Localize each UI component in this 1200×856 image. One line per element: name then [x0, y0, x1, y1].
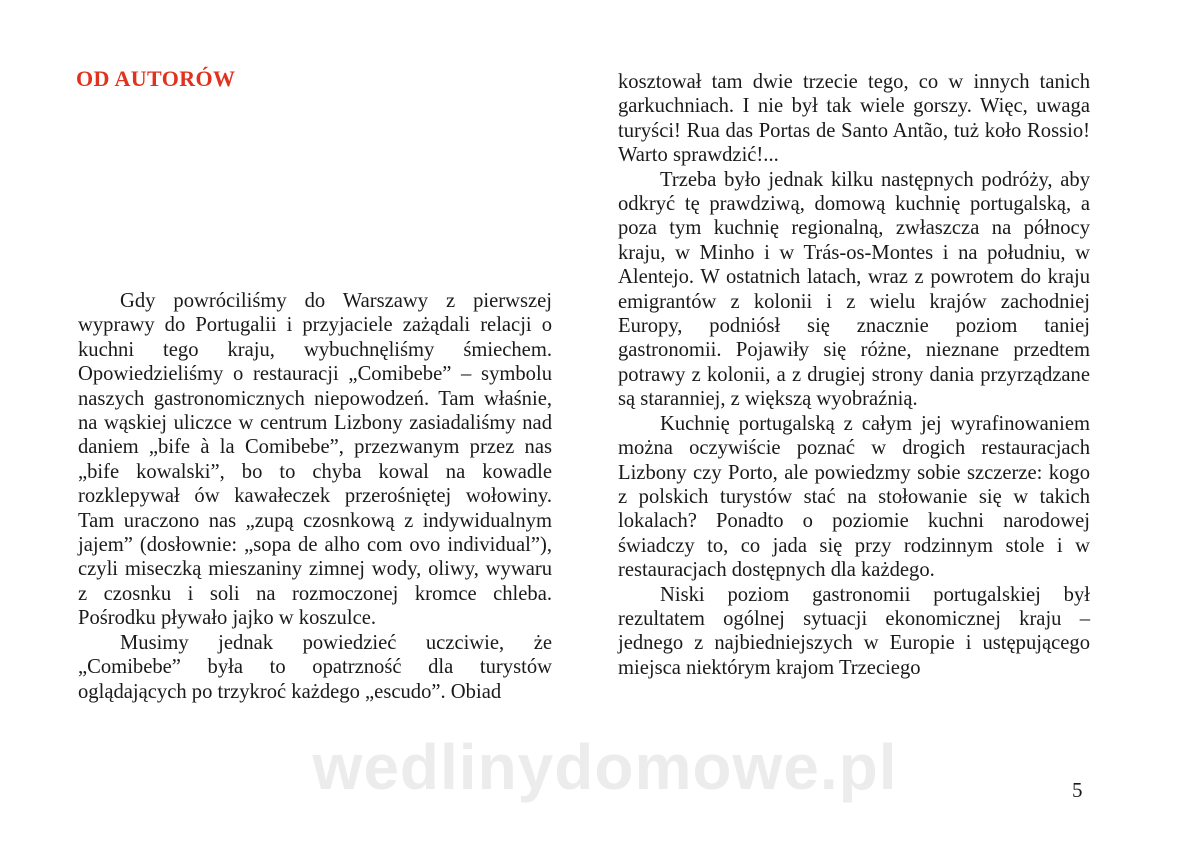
page-number: 5 [1072, 778, 1083, 802]
paragraph: Gdy powróciliśmy do Warszawy z pierwszej wyprawy do Portugalii i przyjaciele zażądali relacji o kuchni tego kraju, wybuchnęliśmy śmiechem. Opowiedzieliśmy o restauracji „Comibebe” – symbolu naszych gastronomicznych niepowodzeń. Tam właśnie, na wąskiej uliczce w centrum Lizbony zasiadaliśmy nad daniem „bife à la Comibebe”, przezwanym przez nas „bife kowalski”, bo to chyba kowal na kowadle rozklepywał ów kawałeczek przerośniętej wołowiny. Tam uraczono nas „zupą czosnkową z indywidualnym jajem” (dosłownie: „sopa de alho com ovo individual”), czyli miseczką mieszaniny zimnej wody, oliwy, wywaru z czosnku i soli na rozmoczonej kromce chleba. Pośrodku pływało jajko w koszulce. [78, 290, 552, 630]
paragraph: Kuchnię portugalską z całym jej wyrafinowaniem można oczywiście poznać w drogich restauracjach Lizbony czy Porto, ale powiedzmy sobie szczerze: kogo z polskich turystów stać na stołowanie się w takich lokalach? Ponadto o poziomie kuchni narodowej świadczy to, co jada się przy rodzinnym stole i w restauracjach dostępnych dla każdego. [618, 412, 1090, 582]
paragraph-continuation: kosztował tam dwie trzecie tego, co w innych tanich garkuchniach. I nie był tak wiele gorszy. Więc, uwaga turyści! Rua das Portas de Santo Antão, tuż koło Rossio! Warto sprawdzić!... [618, 71, 1090, 167]
paragraph: Niski poziom gastronomii portugalskiej był rezultatem ogólnej sytuacji ekonomicznej kraju – jednego z najbiedniejszych w Europie i ustępującego miejsca niektórym krajom Trzeciego [618, 583, 1090, 679]
watermark: wedlinydomowe.pl [312, 731, 898, 803]
chapter-title: OD AUTORÓW [76, 66, 236, 91]
paragraph: Musimy jednak powiedzieć uczciwie, że „Comibebe” była to opatrzność dla turystów oglądających po trzykroć każdego „escudo”. Obiad [78, 631, 552, 703]
paragraph: Trzeba było jednak kilku następnych podróży, aby odkryć tę prawdziwą, domową kuchnię portugalską, a poza tym kuchnię regionalną, zwłaszcza na północy kraju, w Minho i w Trás-os-Montes i na południu, w Alentejo. W ostatnich latach, wraz z powrotem do kraju emigrantów z kolonii i z wielu krajów zachodniej Europy, podniósł się znacznie poziom taniej gastronomii. Pojawiły się różne, nieznane przedtem potrawy z kolonii, a z drugiej strony dania przyrządzane są staranniej, z większą wyobraźnią. [618, 168, 1090, 411]
left-text-column [78, 289, 552, 704]
right-text-column [618, 70, 1090, 680]
